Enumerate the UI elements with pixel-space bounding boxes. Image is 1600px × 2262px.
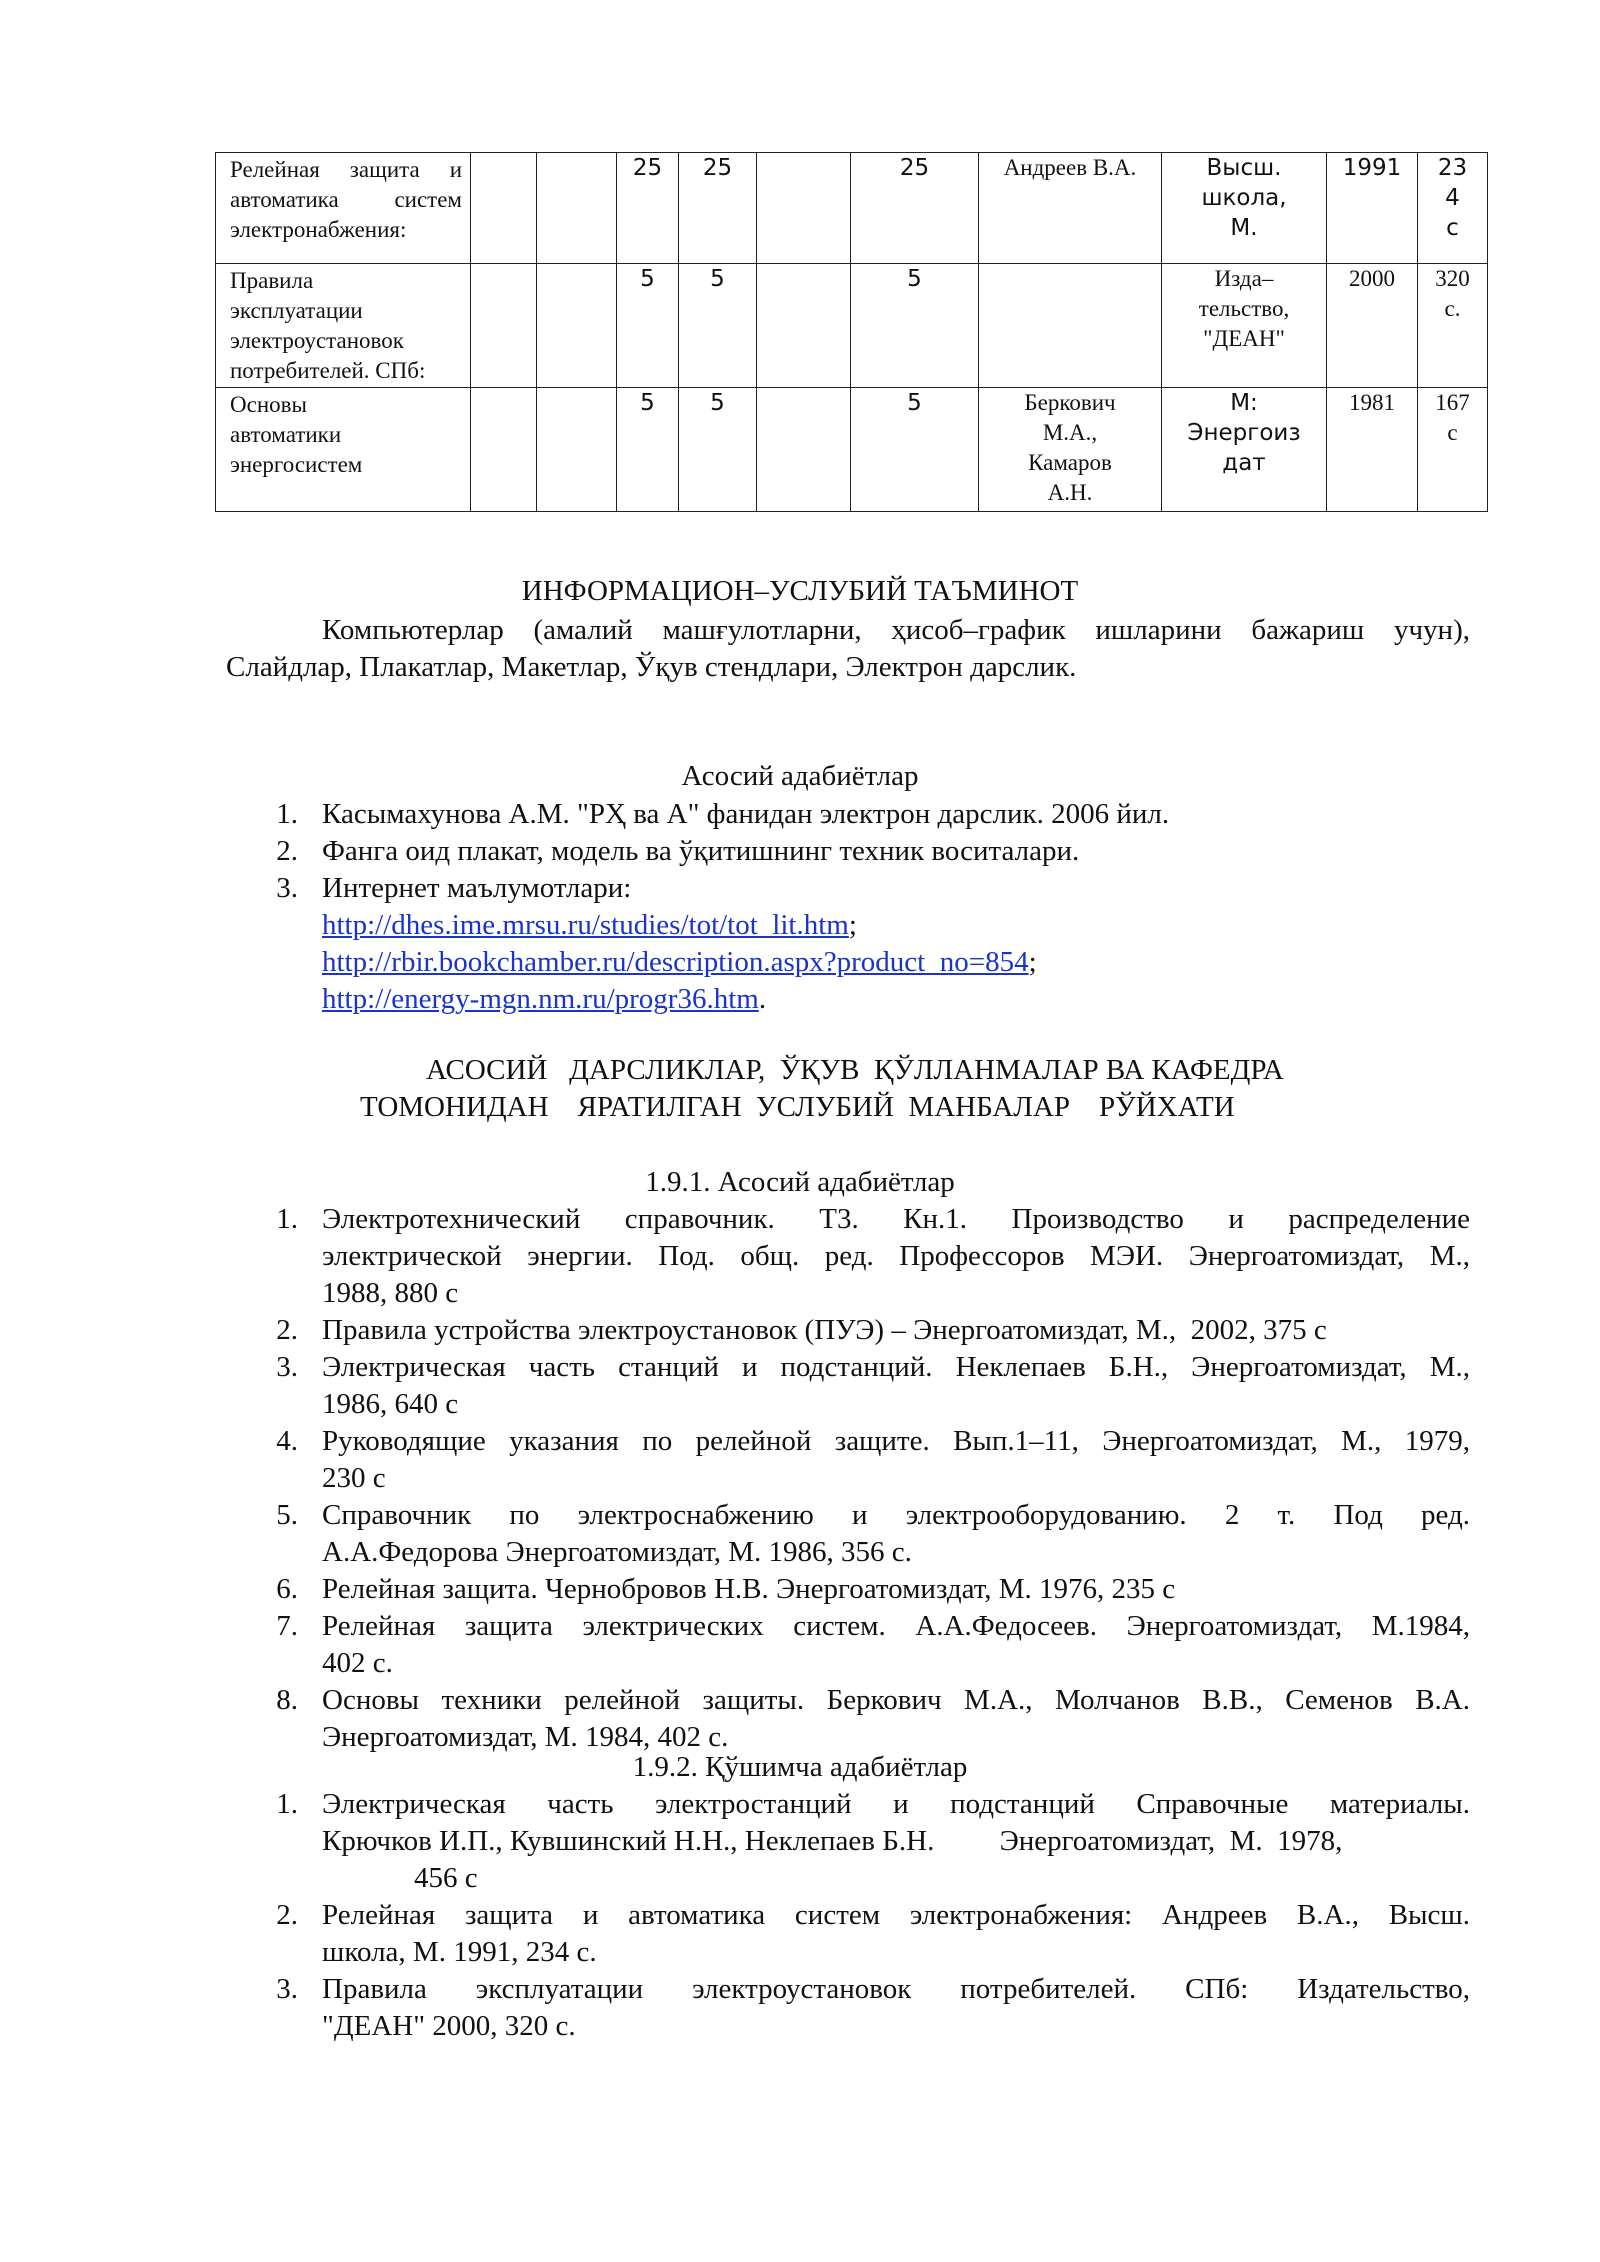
value-cell: 5 [679,264,757,388]
list-item: Основы техники релейной защиты. Беркович М.А., Молчанов В.В., Семенов В.А. [322,1684,1470,1716]
list-item: Руководящие указания по релейной защите. Вып.1–11, Энергоатомиздат, М., 1979, [322,1425,1470,1457]
link-rbir[interactable]: http://rbir.bookchamber.ru/description.aspx?product_no=854 [322,946,1029,978]
basic-heading: Асосий адабиётлар [681,760,919,792]
year-cell: 1981 [1327,388,1418,512]
list-item: Электрическая часть электростанций и подстанций Справочные материалы. [322,1788,1470,1820]
year-cell: 2000 [1327,264,1418,388]
author-cell [979,264,1162,388]
info-line-1: Компьютерлар (амалий машғулотларни, ҳисоб–график ишларини бажариш учун), [322,614,1470,646]
value-cell: 25 [679,153,757,264]
list-item: Правила устройства электроустановок (ПУЭ) – Энергоатомиздат, М., 2002, 375 с [322,1314,1327,1346]
main-heading-line-1: АСОСИЙ ДАРСЛИКЛАР, ЎҚУВ ҚЎЛЛАНМАЛАР ВА КАФЕДРА [426,1054,1284,1086]
list-item: Релейная защита. Чернобровов Н.В. Энергоатомиздат, М. 1976, 235 с [322,1573,1176,1605]
list-item: Справочник по электроснабжению и электрооборудованию. 2 т. Под ред. [322,1499,1470,1531]
link-line: http://dhes.ime.mrsu.ru/studies/tot/tot_lit.htm; [322,909,857,941]
section-192-heading: 1.9.2. Қўшимча адабиётлар [632,1751,968,1783]
main-heading-line-2: ТОМОНИДАН ЯРАТИЛГАН УСЛУБИЙ МАНБАЛАР РЎЙХАТИ [360,1091,1235,1123]
section-191-heading: 1.9.1. Асосий адабиётлар [645,1166,955,1198]
link-dhes[interactable]: http://dhes.ime.mrsu.ru/studies/tot/tot_lit.htm [322,909,849,941]
table-row [216,388,1488,512]
title-cell: Релейная защита и автоматика систем электронабжения: [216,153,471,264]
value-cell: 5 [679,388,757,512]
value-cell: 5 [851,264,979,388]
list-item: Касымахунова А.М. "РҲ ва А" фанидан электрон дарслик. 2006 йил. [322,798,1170,830]
author-cell: Андреев В.А. [979,153,1162,264]
value-cell: 5 [851,388,979,512]
list-item: Интернет маълумотлари: [322,872,632,904]
pages-cell: 167 с [1418,388,1488,512]
author-cell: Беркович М.А., Камаров А.Н. [979,388,1162,512]
info-line-2: Слайдлар, Плакатлар, Макетлар, Ўқув стендлари, Электрон дарслик. [226,651,1077,683]
link-line: http://rbir.bookchamber.ru/description.aspx?product_no=854; [322,946,1037,978]
value-cell: 5 [617,388,679,512]
title-cell: Правила эксплуатации электроустановок потребителей. СПб: [216,264,471,388]
publisher-cell: Изда– тельство, "ДЕАН" [1162,264,1327,388]
publisher-cell: М: Энергоиз дат [1162,388,1327,512]
list-item: Релейная защита электрических систем. А.А.Федосеев. Энергоатомиздат, М.1984, [322,1610,1470,1642]
literature-table [215,152,1488,512]
info-heading: ИНФОРМАЦИОН–УСЛУБИЙ ТАЪМИНОТ [521,575,1079,607]
list-item: Фанга оид плакат, модель ва ўқитишнинг техник воситалари. [322,835,1080,867]
link-energy[interactable]: http://energy-mgn.nm.ru/progr36.htm [322,983,759,1015]
value-cell: 25 [617,153,679,264]
pages-cell: 320 с. [1418,264,1488,388]
year-cell: 1991 [1327,153,1418,264]
publisher-cell: Высш. школа, М. [1162,153,1327,264]
list-item: Правила эксплуатации электроустановок потребителей. СПб: Издательство, [322,1973,1470,2005]
value-cell: 25 [851,153,979,264]
list-item: Электротехнический справочник. Т3. Кн.1. Производство и распределение [322,1203,1470,1235]
table-row [216,264,1488,388]
value-cell: 5 [617,264,679,388]
table-row [216,153,1488,264]
list-item: Релейная защита и автоматика систем электронабжения: Андреев В.А., Высш. [322,1899,1470,1931]
pages-cell: 23 4 с [1418,153,1488,264]
link-line: http://energy-mgn.nm.ru/progr36.htm. [322,983,767,1015]
list-item: Электрическая часть станций и подстанций. Неклепаев Б.Н., Энергоатомиздат, М., [322,1351,1470,1383]
document-page: Релейная защита и автоматика систем электронабжения: 25 25 25 Андреев В.А. Высш. школа, М. 1991 23 4 с Правила эксплуатации электроустановок потребителей. СПб: 5 5 5 Изда– тельство, "ДЕАН" 2000 320 с. Основы автоматики энергосистем 5 5 5 Беркович М.А., Камаров А.Н. М: Энергоиз дат 1981 167 с ИНФОРМАЦИОН–УСЛУБИЙ ТАЪМИНОТ Компьютерлар (амалий машғулотларни, ҳисоб–график ишларини бажариш учун), Слайдлар, Плакатлар, Макетлар, Ўқув стендлари, Электрон дарслик. Асосий адабиётлар 1. Касымахунова А.М. "РҲ ва А" фанидан электрон дарслик. 2006 йил. 2. Фанга оид плакат, модель ва ўқитишнинг техник воситалари. 3. Интернет маълумотлари: http://dhes.ime.mrsu.ru/studies/tot/tot_lit.htm; http://rbir.bookchamber.ru/description.aspx?product_no=854; http://energy-mgn.nm.ru/progr36.htm. АСОСИЙ ДАРСЛИКЛАР, ЎҚУВ ҚЎЛЛАНМАЛАР ВА КАФЕДРА ТОМОНИДАН ЯРАТИЛГАН УСЛУБИЙ МАНБАЛАР РЎЙХАТИ 1.9.1. Асосий адабиётлар 1. Электротехнический справочник. Т3. Кн.1. Производство и распределение электрической энергии. Под. общ. ред. Профессоров МЭИ. Энергоатомиздат, М., 1988, 880 с 2. Правила устройства электроустановок (ПУЭ) – Энергоатомиздат, М., 2002, 375 с 3. Электрическая часть станций и подстанций. Неклепаев Б.Н., Энергоатомиздат, М., 1986, 640 с 4. Руководящие указания по релейной защите. Вып.1–11, Энергоатомиздат, М., 1979, 230 с 5. Справочник по электроснабжению и электрооборудованию. 2 т. Под ред. А.А.Федорова Энергоатомиздат, М. 1986, 356 с. 6. Релейная защита. Чернобровов Н.В. Энергоатомиздат, М. 1976, 235 с 7. Релейная защита электрических систем. А.А.Федосеев. Энергоатомиздат, М.1984, 402 с. 8. Основы техники релейной защиты. Беркович М.А., Молчанов В.В., Семенов В.А. Энергоатомиздат, М. 1984, 402 с. 1.9.2. Қўшимча адабиётлар 1. Электрическая часть электростанций и подстанций Справочные материалы. Крючков И.П., Кувшинский Н.Н., Неклепаев Б.Н. Энергоатомиздат, М. 1978, 456 с 2. Релейная защита и автоматика систем электронабжения: Андреев В.А., Высш. школа, М. 1991, 234 с. 3. Правила эксплуатации электроустановок потребителей. СПб: Издательство, "ДЕАН" 2000, 320 с. [0,0,1600,2262]
title-cell: Основы автоматики энергосистем [216,388,471,512]
